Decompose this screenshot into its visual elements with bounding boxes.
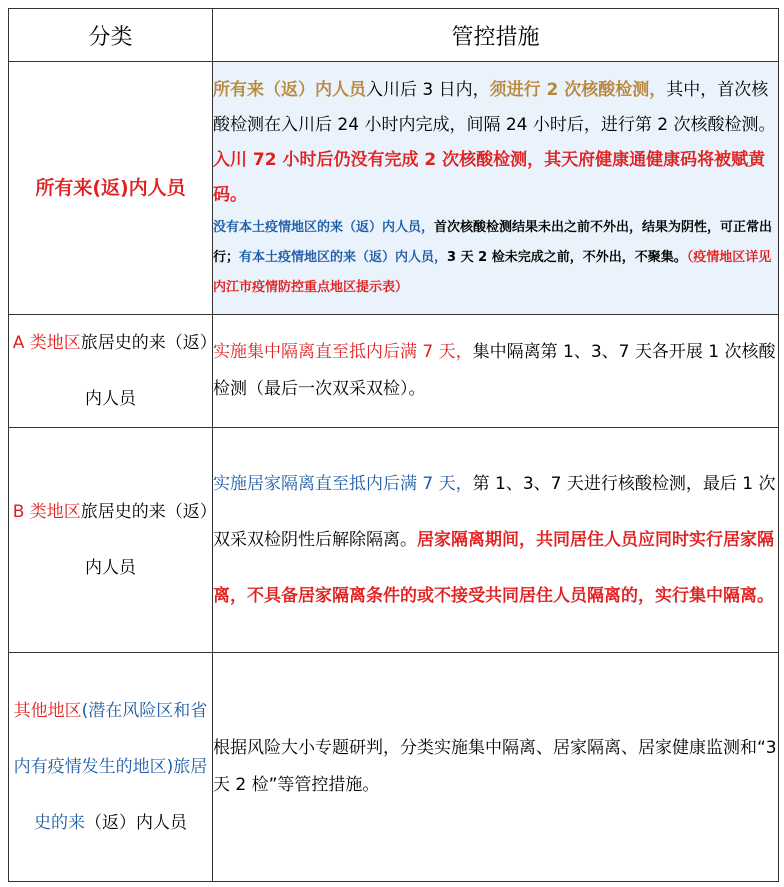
measure-cell (213, 653, 779, 882)
table-row (9, 315, 779, 428)
plain-text: 集中隔离第 1、3、7 天各开展 1 次核酸检测（最后一次双采双检）。 (213, 342, 776, 399)
plain-text: 根据风险大小专题研判，分类实施集中隔离、居家隔离、居家健康监测和“3 天 2 检”等管控措施。 (213, 738, 777, 795)
highlight-text: 须进行 2 次核酸检测， (489, 80, 667, 100)
category-label: （返）内人员 (85, 813, 187, 833)
highlight-text: 没有本土疫情地区的来（返）内人员， (213, 220, 435, 235)
table-row (9, 428, 779, 653)
highlight-text: 实施集中隔离直至抵内后满 7 天， (213, 342, 473, 362)
table-row (9, 653, 779, 882)
category-highlight-secondary: (潜在风险区和省内有疫情发生的地区)旅居史的来 (13, 701, 208, 833)
highlight-text: 有本土疫情地区的来（返）内人员， (239, 250, 448, 265)
category-cell (9, 315, 213, 428)
control-measures-table (8, 8, 779, 882)
category-label: 旅居史的来（返）内人员 (80, 502, 209, 578)
measure-cell (213, 428, 779, 653)
category-highlight: A 类地区 (12, 333, 81, 353)
table-row (9, 62, 779, 315)
highlight-text: 实施居家隔离直至抵内后满 7 天， (213, 474, 473, 494)
category-highlight: B 类地区 (12, 502, 81, 522)
category-cell (9, 62, 213, 315)
category-label: 所有来(返)内人员 (35, 177, 186, 199)
plain-text: 第 1、3、7 天进行核酸检测，最后 1 次双采双检阴性后解除隔离。 (213, 474, 776, 550)
measure-paragraph-detail (213, 213, 778, 303)
plain-text: 入川后 3 日内， (366, 80, 490, 100)
warning-text: 入川 72 小时后仍没有完成 2 次核酸检测，其天府健康通健康码将被赋黄码。 (213, 150, 766, 205)
header-measures: 管控措施 (213, 9, 779, 62)
category-cell (9, 653, 213, 882)
category-highlight: 其他地区 (13, 701, 82, 721)
plain-text: 首次核酸检测结果未出之前不外出，结果为阴性，可正常出行； (213, 220, 773, 265)
warning-text: 居家隔离期间，共同居住人员应同时实行居家隔离，不具备居家隔离条件的或不接受共同居住人员隔离的，实行集中隔离。 (213, 530, 774, 606)
note-text: （疫情地区详见内江市疫情防控重点地区提示表） (213, 250, 772, 295)
measure-paragraph-main (213, 73, 778, 213)
measure-cell (213, 62, 779, 315)
header-row (9, 9, 779, 62)
category-label: 旅居史的来（返）内人员 (80, 333, 209, 409)
category-cell (9, 428, 213, 653)
highlight-text: 所有来（返）内人员 (213, 80, 366, 100)
plain-text: 其中，首次核酸检测在入川后 24 小时内完成，间隔 24 小时后，进行第 2 次核酸检测。 (213, 80, 776, 135)
header-category: 分类 (9, 9, 213, 62)
plain-text: 3 天 2 检未完成之前，不外出，不聚集。 (447, 250, 687, 265)
measure-cell (213, 315, 779, 428)
